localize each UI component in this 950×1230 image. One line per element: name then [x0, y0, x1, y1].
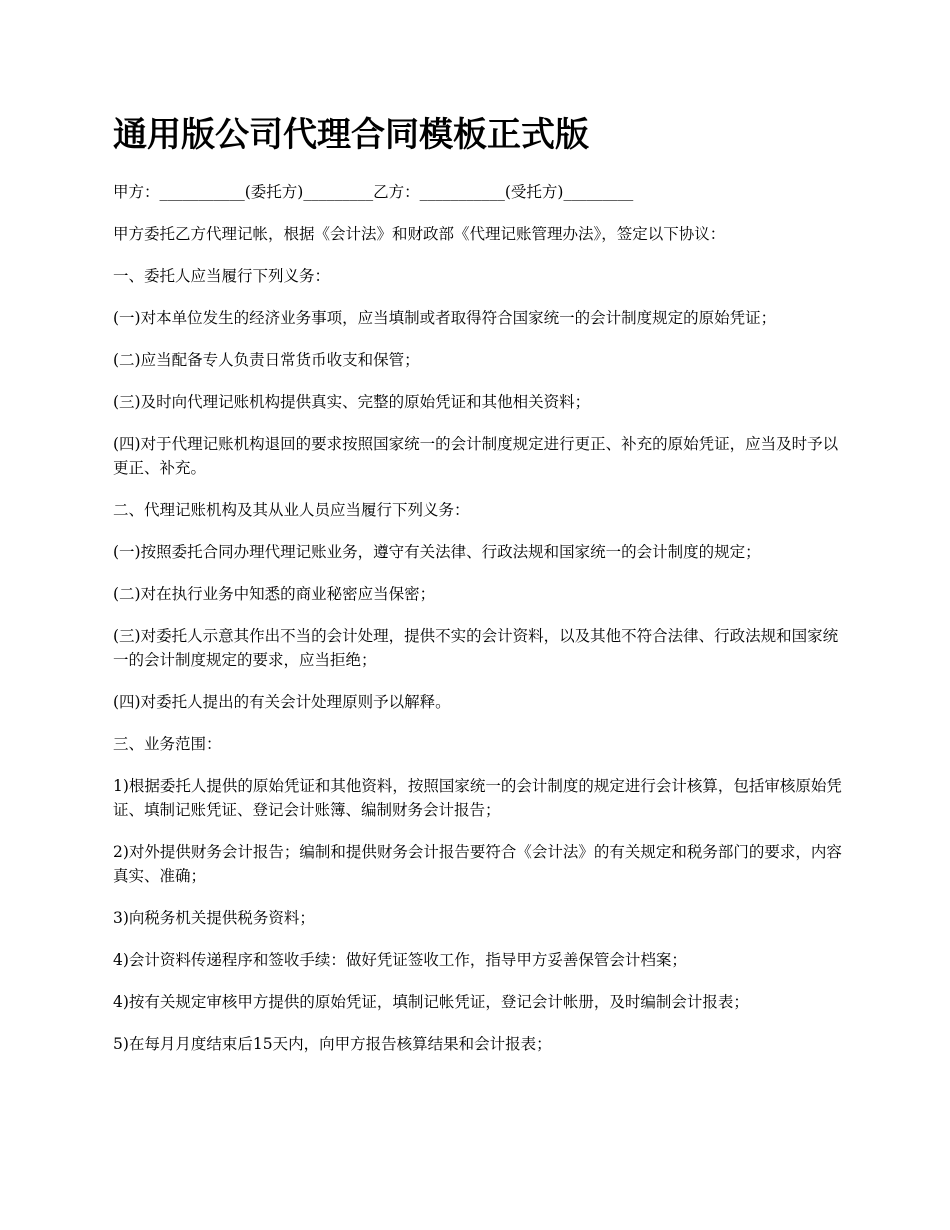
agreement-intro: 甲方委托乙方代理记帐，根据《会计法》和财政部《代理记账管理办法》，签定以下协议：	[113, 225, 726, 243]
scope-item: 1)根据委托人提供的原始凭证和其他资料，按照国家统一的会计制度的规定进行会计核算，包括审核原始凭证、填制记账凭证、登记会计账簿、编制财务会计报告；	[113, 777, 842, 819]
clause-paragraph: (二)应当配备专人负责日常货币收支和保管；	[113, 351, 420, 369]
clause-paragraph: (三)对委托人示意其作出不当的会计处理，提供不实的会计资料，以及其他不符合法律、行政法规和国家统一的会计制度规定的要求，应当拒绝；	[113, 627, 839, 669]
section-heading-client-obligations: 一、委托人应当履行下列义务：	[113, 267, 331, 285]
clause-paragraph: (一)对本单位发生的经济业务事项，应当填制或者取得符合国家统一的会计制度规定的原始凭证；	[113, 309, 777, 327]
document-title: 通用版公司代理合同模板正式版	[113, 115, 589, 155]
scope-item: 4)会计资料传递程序和签收手续：做好凭证签收工作，指导甲方妥善保管会计档案；	[113, 951, 687, 969]
clause-paragraph: (四)对于代理记账机构退回的要求按照国家统一的会计制度规定进行更正、补充的原始凭证，应当及时予以更正、补充。	[113, 435, 839, 477]
document-body	[113, 112, 848, 1074]
section-heading-agency-obligations: 二、代理记账机构及其从业人员应当履行下列义务：	[113, 501, 470, 519]
clause-paragraph: (三)及时向代理记账机构提供真实、完整的原始凭证和其他相关资料；	[113, 393, 591, 411]
scope-item: 5)在每月月度结束后15天内，向甲方报告核算结果和会计报表；	[113, 1035, 552, 1053]
section-heading-business-scope: 三、业务范围：	[113, 735, 222, 753]
clause-paragraph: (二)对在执行业务中知悉的商业秘密应当保密；	[113, 585, 436, 603]
scope-item: 3)向税务机关提供税务资料；	[113, 909, 315, 927]
scope-item: 2)对外提供财务会计报告；编制和提供财务会计报告要符合《会计法》的有关规定和税务部门的要求，内容真实、准确；	[113, 843, 842, 885]
clause-paragraph: (四)对委托人提出的有关会计处理原则予以解释。	[113, 693, 451, 711]
party-line: 甲方：___________(委托方)_________乙方：___________(受托方)_________	[113, 183, 634, 201]
clause-paragraph: (一)按照委托合同办理代理记账业务，遵守有关法律、行政法规和国家统一的会计制度的规定；	[113, 543, 761, 561]
scope-item: 4)按有关规定审核甲方提供的原始凭证，填制记帐凭证，登记会计帐册，及时编制会计报表；	[113, 993, 749, 1011]
